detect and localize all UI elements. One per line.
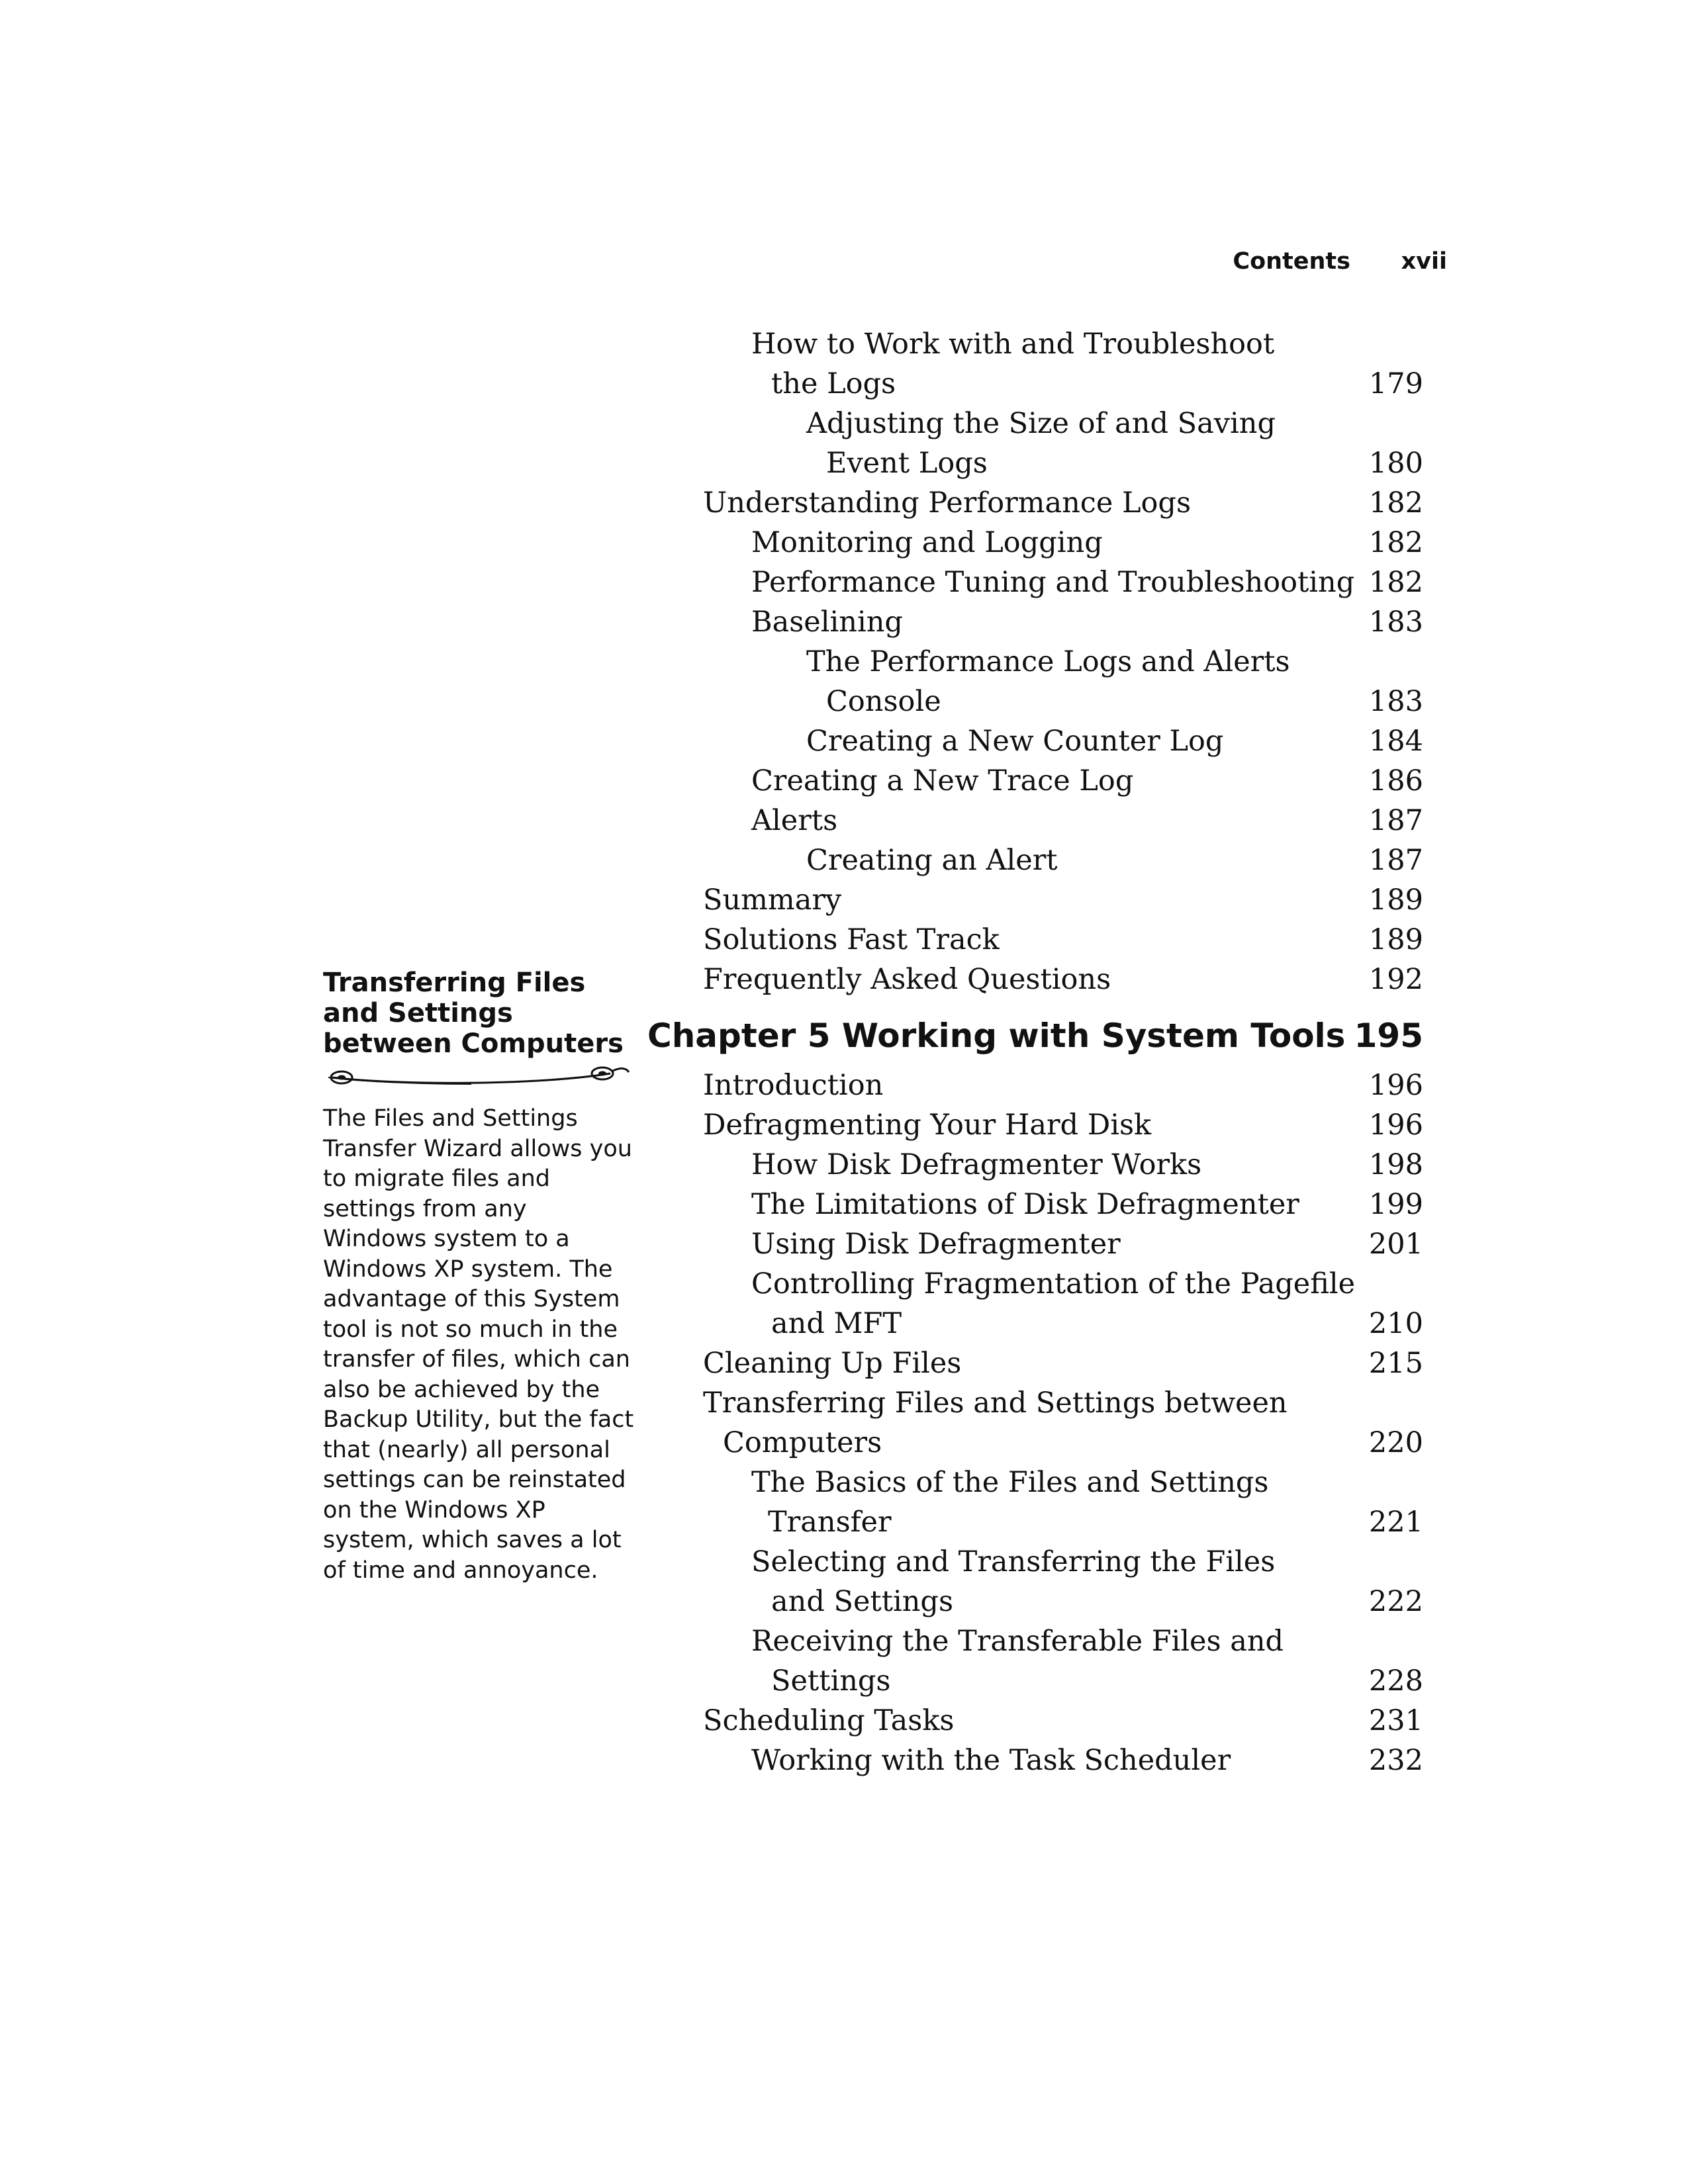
toc-entry-title: Creating a New Trace Log — [751, 764, 1134, 797]
toc-entry-page: 183 — [1368, 606, 1423, 639]
toc-entry-title: Event Logs — [826, 447, 988, 480]
toc-entry-page: 182 — [1368, 566, 1423, 599]
toc-entry-title: How Disk Defragmenter Works — [751, 1148, 1202, 1181]
toc-entry-title: Performance Tuning and Troubleshooting — [751, 566, 1355, 599]
toc-entry-page: 183 — [1368, 685, 1423, 718]
toc-entry — [0, 841, 1688, 880]
toc-entry-page: 198 — [1368, 1148, 1423, 1181]
toc-entry-page: 201 — [1368, 1228, 1423, 1261]
toc-entry-title: The Basics of the Files and Settings — [751, 1466, 1269, 1499]
toc-entry — [0, 1145, 1688, 1185]
toc-entry-page: 187 — [1368, 804, 1423, 837]
sidebar-body: The Files and Settings Transfer Wizard allows you to migrate files and settings from any Windows system to a Windows XP system. The advantage of this System tool is not so much in the transfer of files, which can also be achieved by the Backup Utility, but the fact that (nearly) all personal settings can be reinstated on the Windows XP system, which saves a lot of time and annoyance. — [323, 1105, 634, 1584]
toc-entry-page: 232 — [1368, 1744, 1423, 1777]
toc-entry — [0, 443, 1688, 483]
toc-entry — [0, 1224, 1688, 1264]
toc-entry — [0, 1343, 1688, 1383]
toc-entry — [0, 721, 1688, 761]
toc-entry-title: Introduction — [703, 1069, 884, 1102]
toc-entry-page: 196 — [1368, 1109, 1423, 1142]
toc-entry-title: the Logs — [771, 367, 896, 400]
toc-entry — [0, 1264, 1688, 1304]
toc-entry-title: The Limitations of Disk Defragmenter — [751, 1188, 1299, 1221]
swirl-ornament-icon — [319, 1064, 630, 1092]
toc-entry — [0, 801, 1688, 841]
toc-entry-title: Cleaning Up Files — [703, 1347, 962, 1380]
toc-entry — [0, 563, 1688, 602]
toc-entry-title: Understanding Performance Logs — [703, 486, 1192, 520]
toc-entry-page: 192 — [1368, 963, 1423, 996]
toc-entry-title: Frequently Asked Questions — [703, 963, 1111, 996]
chapter-page: 195 — [1354, 1017, 1423, 1055]
toc-entry — [0, 1621, 1688, 1661]
toc-entry-title: and MFT — [771, 1307, 902, 1340]
toc-entry-title: How to Work with and Troubleshoot — [751, 328, 1275, 361]
toc-entry-title: Adjusting the Size of and Saving — [806, 407, 1276, 440]
toc-entry-title: Monitoring and Logging — [751, 526, 1103, 559]
toc-entry-title: Creating an Alert — [806, 844, 1058, 877]
toc-entry — [0, 1463, 1688, 1502]
toc-entry-page: 228 — [1368, 1664, 1423, 1698]
toc-entry-page: 231 — [1368, 1704, 1423, 1737]
toc-entry-page: 222 — [1368, 1585, 1423, 1618]
toc-entry — [0, 1741, 1688, 1780]
toc-entry-page: 220 — [1368, 1426, 1423, 1459]
toc-entry — [0, 1066, 1688, 1105]
running-header-title: Contents — [1233, 248, 1350, 275]
toc-entry-page: 189 — [1368, 884, 1423, 917]
toc-entry — [0, 1304, 1688, 1343]
toc-entry-title: Controlling Fragmentation of the Pagefile — [751, 1267, 1356, 1300]
toc-entry-page: 189 — [1368, 923, 1423, 956]
toc-entry-title: Defragmenting Your Hard Disk — [703, 1109, 1152, 1142]
toc-entry-page: 215 — [1368, 1347, 1423, 1380]
toc-entry-page: 184 — [1368, 725, 1423, 758]
toc-entry-title: The Performance Logs and Alerts — [806, 645, 1290, 678]
toc-entry-title: Receiving the Transferable Files and — [751, 1625, 1284, 1658]
toc-entry-title: Settings — [771, 1664, 891, 1698]
toc-entry — [0, 1502, 1688, 1542]
toc-entry-title: Baselining — [751, 606, 903, 639]
toc-entry-page: 187 — [1368, 844, 1423, 877]
toc-entry — [0, 1582, 1688, 1621]
chapter-title: Chapter 5 Working with System Tools — [647, 1017, 1346, 1055]
toc-entry-title: Computers — [723, 1426, 882, 1459]
toc-entry — [0, 602, 1688, 642]
toc-entry-title: Transfer — [768, 1506, 892, 1539]
toc-entry-title: Alerts — [751, 804, 838, 837]
toc-entry-page: 196 — [1368, 1069, 1423, 1102]
toc-entry — [0, 682, 1688, 721]
toc-entry — [0, 761, 1688, 801]
sidebar-title: Transferring Files and Settings between Computers — [323, 968, 624, 1059]
toc-entry — [0, 1701, 1688, 1741]
toc-entry-page: 186 — [1368, 764, 1423, 797]
running-header-page-number: xvii — [1401, 248, 1447, 275]
toc-entry-page: 199 — [1368, 1188, 1423, 1221]
toc-entry — [0, 1185, 1688, 1224]
toc-entry — [0, 364, 1688, 404]
toc-entry — [0, 880, 1688, 920]
toc-entry — [0, 642, 1688, 682]
toc-entry-page: 180 — [1368, 447, 1423, 480]
toc-entry — [0, 960, 1688, 999]
toc-entry — [0, 1423, 1688, 1463]
toc-entry-page: 182 — [1368, 486, 1423, 520]
toc-entry — [0, 1542, 1688, 1582]
toc-entry-title: Scheduling Tasks — [703, 1704, 955, 1737]
toc-entry-title: Working with the Task Scheduler — [751, 1744, 1231, 1777]
toc-entry — [0, 483, 1688, 523]
toc-entry — [0, 1383, 1688, 1423]
toc-entry-page: 182 — [1368, 526, 1423, 559]
toc-entry-title: Creating a New Counter Log — [806, 725, 1224, 758]
toc-entry-title: Transferring Files and Settings between — [703, 1387, 1288, 1420]
toc-entry-title: and Settings — [771, 1585, 954, 1618]
toc-entry-title: Solutions Fast Track — [703, 923, 1000, 956]
toc-entry — [0, 523, 1688, 563]
toc-entry — [0, 1105, 1688, 1145]
toc-entry-title: Console — [826, 685, 941, 718]
toc-entry-page: 179 — [1368, 367, 1423, 400]
toc-entry — [0, 920, 1688, 960]
toc-entry-page: 221 — [1368, 1506, 1423, 1539]
toc-entry — [0, 324, 1688, 364]
toc-entry — [0, 404, 1688, 443]
toc-chapter-heading — [0, 1013, 1688, 1059]
toc-entry-title: Summary — [703, 884, 842, 917]
toc-entry — [0, 1661, 1688, 1701]
toc-entry-title: Using Disk Defragmenter — [751, 1228, 1121, 1261]
toc-entry-title: Selecting and Transferring the Files — [751, 1545, 1276, 1578]
toc-entry-page: 210 — [1368, 1307, 1423, 1340]
